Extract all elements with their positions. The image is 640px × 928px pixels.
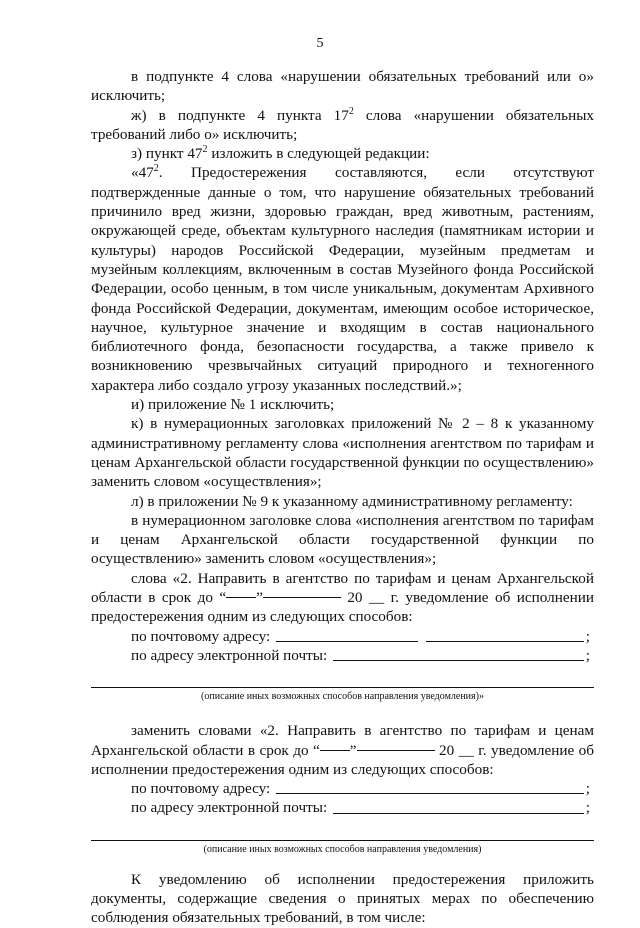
paragraph-1: в подпункте 4 слова «нарушении обязательных требований или о» исключить; bbox=[91, 68, 594, 105]
paragraph-attachments: К уведомлению об исполнении предостережения приложить документы, содержащие сведения о принятых мерах по обеспечению соблюдения обязательных требований, в том числе: bbox=[91, 870, 594, 927]
paragraph-new-wording: заменить словами «2. Направить в агентство по тарифам и ценам Архангельской области в срок до “ ” 20 __ г. уведомление об исполнении предостережения одним из следующих способов: bbox=[91, 722, 594, 778]
page-number: 5 bbox=[316, 36, 324, 51]
paragraph-i: и) приложение № 1 исключить; bbox=[131, 396, 335, 414]
blank-line bbox=[333, 813, 584, 814]
paragraph-old-wording: слова «2. Направить в агентство по тарифам и ценам Архангельской области в срок до “ ” 20 __ г. уведомление об исполнении предостережения одним из следующих способов: bbox=[91, 569, 594, 626]
blank-line bbox=[91, 840, 594, 841]
paragraph-47-2-text: «$47^2$. Предостережения составляются, если отсутствуют подтвержденные данные о том, что нарушение обязательных требований причинило вред жизни, здоровью граждан, вред животным, растениям, окружающей среде, объектам культурного наследия (памятникам истории и культуры) народов Российской Федерации, музейным предметам и музейным коллекциям, включенным в состав Музейного фонда Российской Федерации, особо ценным, в том числе уникальным, документам Архивного фонда Российской Федерации, документам, имеющим особое историческое, научное, культурное значение и входящим в состав национального библиотечного фонда, безопасности государства, а также привело к возникновению чрезвычайных ситуаций природного и техногенного характера либо создало угрозу указанных последствий.»; bbox=[91, 163, 594, 394]
blank-line bbox=[333, 660, 584, 661]
blank-line bbox=[276, 641, 418, 642]
day-blank bbox=[320, 750, 350, 751]
note-other-methods-1: (описание иных возможных способов направления уведомления)» bbox=[201, 691, 484, 703]
email-address-line-2: по адресу электронной почты: ; bbox=[131, 799, 590, 817]
blank-line bbox=[426, 641, 584, 642]
document-body bbox=[91, 67, 594, 928]
paragraph-heading-change: в нумерационном заголовке слова «исполнения агентством по тарифам и ценам Архангельской области государственной функции по осуществлению» заменить словом «осуществления»; bbox=[91, 511, 594, 568]
paragraph-zh: ж) в подпункте 4 пункта $17^2$ слова «нарушении обязательных требований либо о» исключить; bbox=[91, 105, 594, 143]
month-blank bbox=[263, 597, 341, 598]
paragraph-z: з) пункт $47^2$ изложить в следующей редакции: bbox=[131, 144, 430, 163]
paragraph-l: л) в приложении № 9 к указанному административному регламенту: bbox=[131, 492, 573, 510]
postal-address-line-2: по почтовому адресу: ; bbox=[131, 780, 590, 798]
day-blank bbox=[226, 597, 256, 598]
paragraph-k: к) в нумерационных заголовках приложений № 2 – 8 к указанному административному регламенту слова «исполнения агентством по тарифам и ценам Архангельской области государственной функции по осуществлению» заменить словом «осуществления»; bbox=[91, 415, 594, 491]
note-other-methods-2: (описание иных возможных способов направления уведомления) bbox=[203, 843, 482, 855]
email-address-line-1: по адресу электронной почты: ; bbox=[131, 646, 590, 664]
postal-address-line-1: по почтовому адресу: ; bbox=[131, 627, 590, 645]
blank-line bbox=[91, 687, 594, 688]
blank-line bbox=[276, 793, 584, 794]
month-blank bbox=[357, 750, 435, 751]
